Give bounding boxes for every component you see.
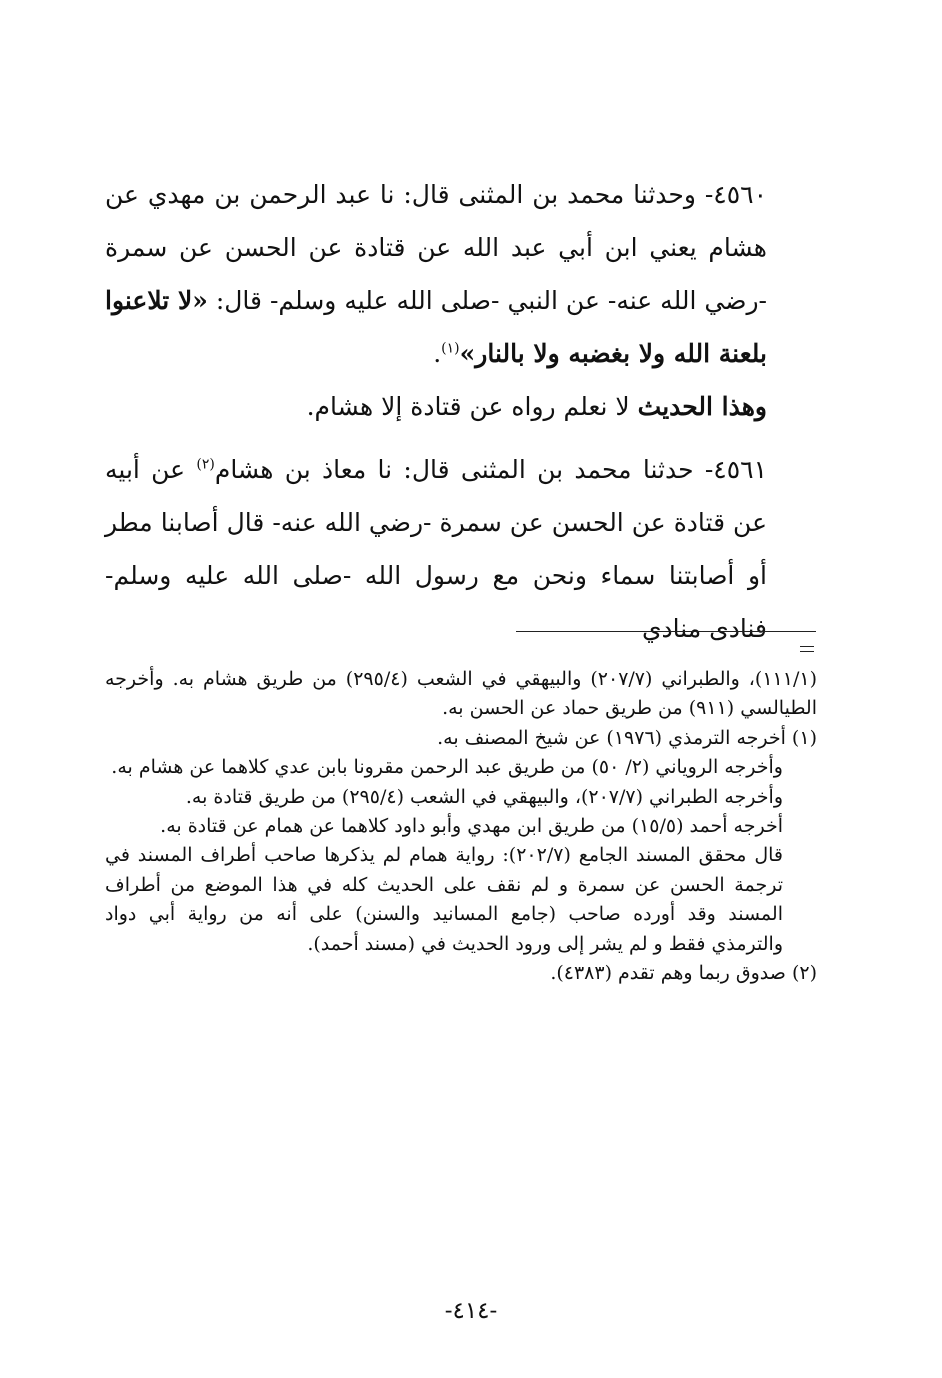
footnote-1-e: قال محقق المسند الجامع (٢٠٢/٧): رواية همام لم يذكرها صاحب أطراف المسند في ترجمة الحسن عن سمرة و لم نقف على الحديث كله في هذا الموضع من أطراف المسند وقد أورده صاحب (جامع المسانيد والسنن) على أنه من رواية أبي دواد والترمذي فقط و لم يشر إلى ورود الحديث في (مسند أحمد). [105, 844, 784, 955]
hadith-4560-end: . [433, 339, 442, 368]
footnote-separator [516, 631, 816, 632]
comment-bold: وهذا الحديث [637, 392, 767, 421]
footnote-1: (١) أخرجه الترمذي (١٩٧٦) عن شيخ المصنف به. [437, 726, 817, 749]
main-text [105, 168, 817, 655]
footnotes [105, 665, 817, 988]
hadith-4561-text: ٤٥٦١- حدثنا محمد بن المثنى قال: نا معاذ بن هشام [214, 455, 767, 484]
hadith-4560-text: ٤٥٦٠- وحدثنا محمد بن المثنى قال: نا عبد الرحمن بن مهدي عن هشام يعني ابن أبي عبد الله عن قتادة عن الحسن عن سمرة -رضي الله عنه- عن النبي -صلى الله عليه وسلم- قال: [105, 180, 767, 315]
footnote-ref-1[interactable]: (١) [441, 340, 460, 357]
footnote-1-d: أخرجه أحمد (١٥/٥) من طريق ابن مهدي وأبو داود كلاهما عن همام عن قتادة به. [160, 815, 783, 838]
hadith-4561-text-cont: عن أبيه عن قتادة عن الحسن عن سمرة -رضي الله عنه- قال أصابنا مطر أو أصابتنا سماء ونحن مع رسول الله -صلى الله عليه وسلم- فنادى منادي [105, 455, 767, 643]
hadith-4560-quote: «لا تلاعنوا بلعنة الله ولا بغضبه ولا بالنار» [105, 286, 767, 368]
page-number: -٤١٤- [444, 1298, 498, 1324]
footnote-1-c: وأخرجه الطبراني (٢٠٧/٧)، والبيهقي في الشعب (٢٩٥/٤) من طريق قتادة به. [185, 785, 783, 808]
footnote-1-b: وأخرجه الروياني (٢/ ٥٠) من طريق عبد الرحمن مقرونا بابن عدي كلاهما عن هشام به. [111, 756, 783, 779]
footnote-2: (٢) صدوق ربما وهم تقدم (٤٣٨٣). [550, 962, 817, 985]
comment-text: لا نعلم رواه عن قتادة إلا هشام. [306, 392, 638, 421]
hadith-4560 [105, 168, 817, 380]
hadith-4561 [105, 443, 817, 655]
footnote-ref-2[interactable]: (٢) [196, 456, 215, 473]
footnote-continuation: (١١١/١)، والطبراني (٢٠٧/٧) والبيهقي في الشعب (٢٩٥/٤) من طريق هشام به. وأخرجه الطيالسي (٩١١) من طريق حماد عن الحسن به. [105, 668, 817, 720]
continued-marker [800, 646, 814, 652]
author-comment [105, 380, 817, 433]
